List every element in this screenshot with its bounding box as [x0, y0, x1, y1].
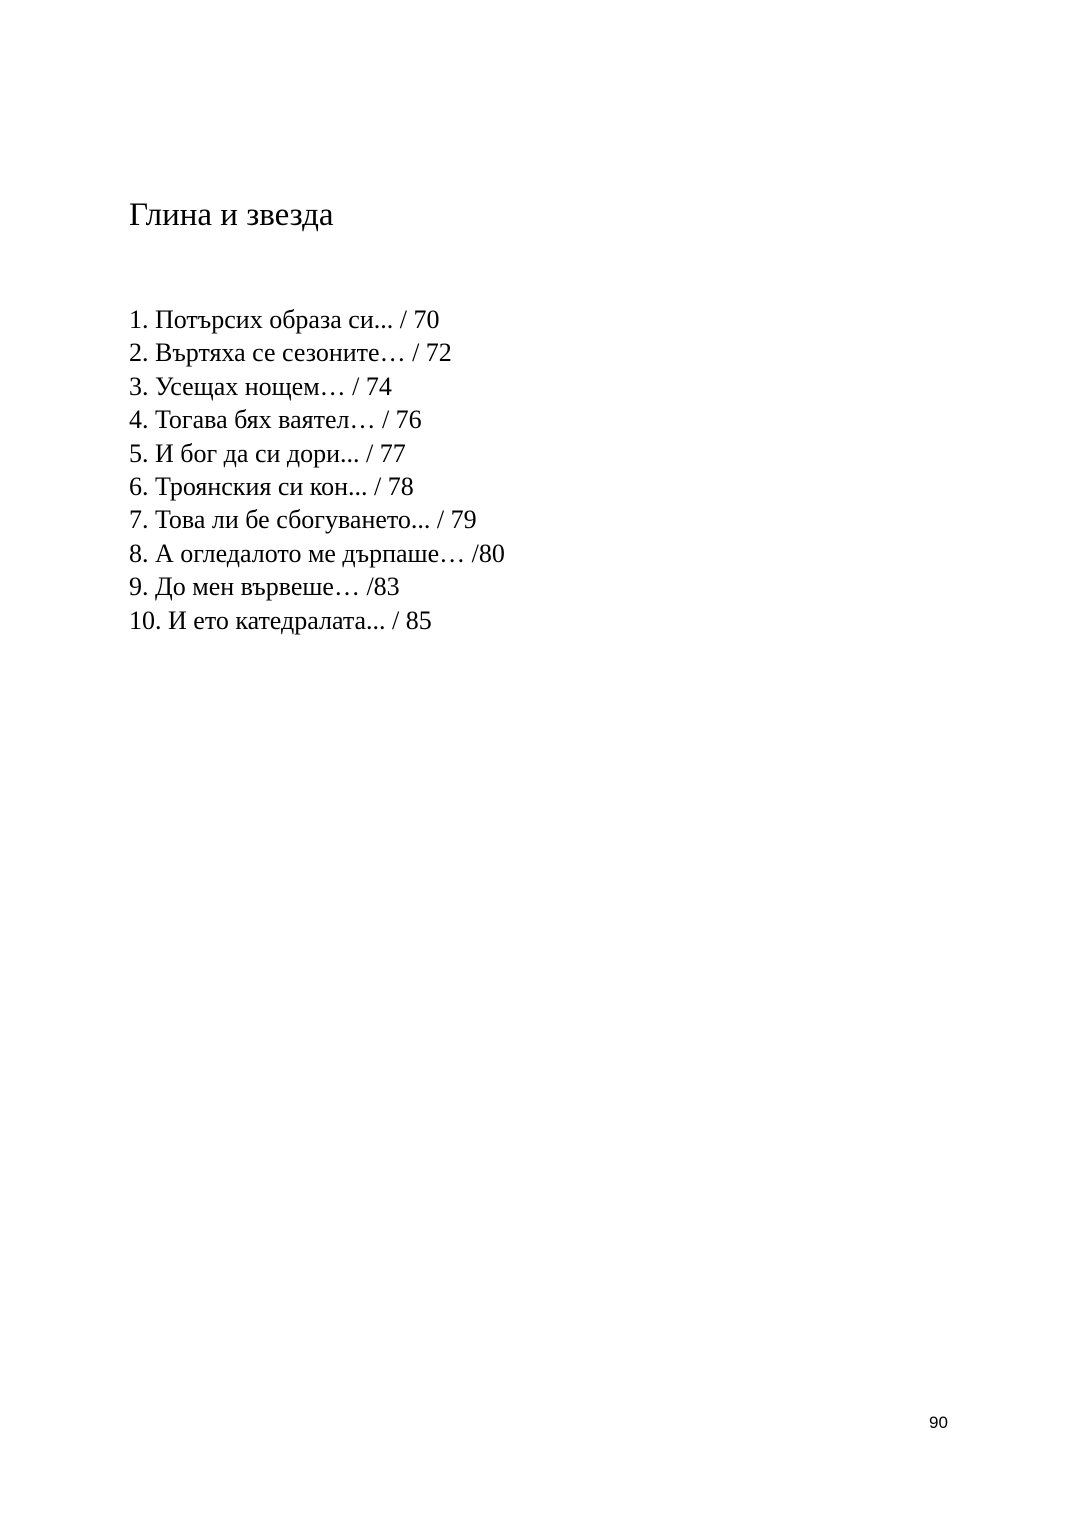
toc-entry: 9. До мен вървеше… /83: [129, 572, 400, 602]
table-of-contents: [129, 303, 505, 637]
toc-entry: 6. Троянския си кон... / 78: [129, 471, 414, 501]
toc-entry: 5. И бог да си дори... / 77: [129, 438, 406, 468]
toc-entry: 4. Тогава бях ваятел… / 76: [129, 405, 422, 435]
toc-entry: 3. Усещах нощем… / 74: [129, 371, 392, 401]
toc-entry: 1. Потърсих образа си... / 70: [129, 305, 440, 334]
toc-entry: 2. Въртяха се сезоните… / 72: [129, 338, 452, 368]
toc-entry: 8. А огледалото ме дърпаше… /80: [129, 538, 505, 568]
toc-entry: 7. Това ли бе сбогуването... / 79: [129, 505, 477, 535]
page-number: 90: [929, 1413, 948, 1432]
section-title: Глина и звезда: [129, 197, 334, 233]
toc-entry: 10. И ето катедралата... / 85: [129, 605, 432, 635]
